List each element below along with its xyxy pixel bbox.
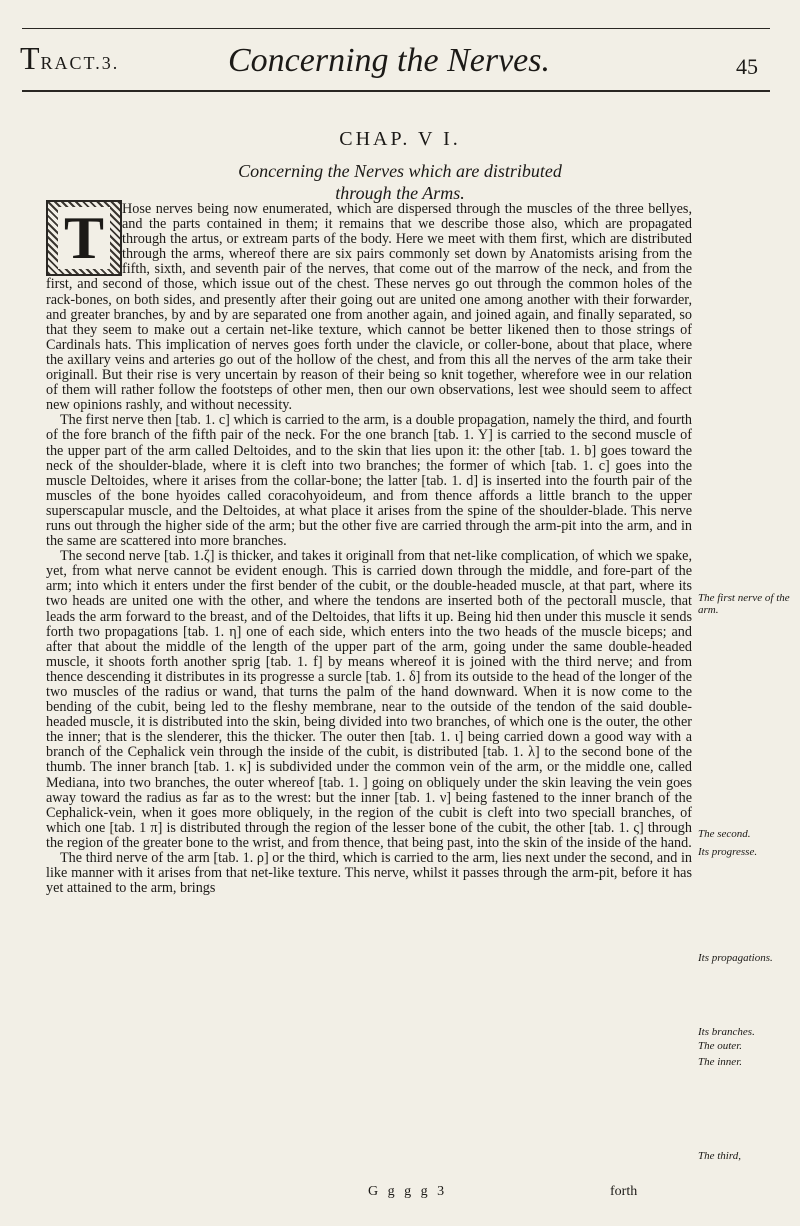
paragraph-third-nerve: The third nerve of the arm [tab. 1. ρ] or the third, which is carried to the arm, lies next under the second, and in like manner with it arises from that net-like texture. This nerve, whilst it passes through the arm-pit, before it has yet attained to the arm, brings <box>46 850 692 897</box>
running-head-tract <box>20 40 119 77</box>
margin-note-branches: Its branches. <box>698 1026 755 1038</box>
header-top-rule <box>22 28 770 29</box>
signature-mark: G g g g 3 <box>368 1184 448 1199</box>
margin-note-first-nerve: The first nerve of the arm. <box>698 592 790 616</box>
paragraph-intro: Hose nerves being now enumerated, which are dispersed through the muscles of the three bellyes, and the parts contained in them; it remains that we describe those also, which are propagated through the artus, or extream parts of the body. Here we meet with them first, which are distributed through the arms, whereof there are six pairs commonly set down by Anatomists arising from the fifth, sixth, and seventh pair of the nerves, that come out of the marrow of the neck, and from the first, and second of those, which issue out of the chest. These nerves go out through the common holes of the rack-bones, on both sides, and presently after their going out are united one among another with their forwarder, and greater branches, by and by are separated one from another again, and joined again, and finally separated, so that they seem to make out a certain net-like texture, which cannot be better likened then to those strings of Cardinals hats. This implication of nerves goes forth under the clavicle, or coller-bone, about that place, where the axillary veins and arteries go out of the hollow of the chest, and from this all the nerves of the arm take their originall. But their rise is very uncertain by reason of their being so knit together, wherefore wee in our relation of them will rather follow the footsteps of other men, then our own observations, lest wee should seem to affect new opinions rashly, and without necessity. <box>46 201 692 414</box>
body-text <box>46 202 692 896</box>
chapter-subtitle <box>0 160 800 204</box>
tract-initial: T <box>20 40 41 76</box>
header-bottom-rule <box>22 90 770 92</box>
paragraph-first-nerve: The first nerve then [tab. 1. c] which is carried to the arm, is a double propagation, namely the third, and fourth of the fore branch of the fifth pair of the neck. For the one branch [tab. 1. Y] is carried to the second muscle of the upper part of the arm called Deltoides, and to the skin that lies upon it: the other [tab. 1. b] goes toward the neck of the shoulder-blade, where it is cleft into two branches; the former of which [tab. 1. c] goes into the muscle Deltoides, where it arises from the collar-bone; the latter [tab. 1. d] is inserted into the fourth pair of the muscles of the bone hyoides called coracohyoideum, and from thence affords a little branch to the upper superscapular muscle, and the Deltoides, at what place it arises from the spine of the shoulder-blade. This nerve runs out through the higher side of the arm; but the other five are carried through the arm-pit into the arm, and in the same are scattered into more branches. <box>46 412 692 550</box>
subtitle-line-2: through the Arms. <box>335 183 465 203</box>
paragraph-second-nerve: The second nerve [tab. 1.ζ] is thicker, and takes it originall from that net-like complication, of which we spake, yet, from what nerve cannot be evident enough. This is carried down through the middle, and fore-part of the arm; into which it enters under the first bender of the cubit, or the double-headed muscle, at that part, where its two heads are united one with the other, and where the tendons are inserted both of the pectorall muscle, that leads the arm forward to the breast, and of the Deltoides, that lifts it up. Being hid then under this muscle it sends forth two propagations [tab. 1. η] one of each side, which enters into the two heads of the muscle biceps; and after that about the middle of the length of the upper part of the arm, going under the same double-headed muscle, it shoots forth another sprig [tab. 1. f] by means whereof it is joined with the third nerve; and from thence descending it distributes in its progresse a surcle [tab. 1. δ] from its outside to the head of the longer of the two muscles of the radius or wand, that turns the palm of the hand downward. When it is now come to the bending of the cubit, being led to the fleshy membrane, near to the outside of the tendon of the said double-headed muscle, it is distributed into the skin, being divided into two branches, of which one is the outer, the other the inner; that is the slenderer, this the thicker. The outer then [tab. 1. ι] being carried down a good way with a branch of the Cephalick vein through the inside of the cubit, is distributed [tab. 1. λ] to the second bone of the thumb. The inner branch [tab. 1. κ] is subdivided under the common vein of the arm, or the middle one, called Mediana, into two branches, the outer whereof [tab. 1. ] going on obliquely under the skin leaving the vein goes away toward the radius as far as to the wrest: but the inner [tab. 1. ν] being fastened to the inner branch of the Cephalick-vein, when it goes more obliquely, in the region of the cubit is cleft into two speciall branches, of which one [tab. 1 π] is distributed through the region of the lesser bone of the cubit, the other [tab. 1. ς] through the region of the greater bone to the wrist, and from thence, that being past, into the skin of the inside of the hand. <box>46 548 692 851</box>
chapter-heading: CHAP. V I. <box>339 128 461 150</box>
margin-note-inner: The inner. <box>698 1056 742 1068</box>
margin-note-outer: The outer. <box>698 1040 742 1052</box>
drop-cap-spacer <box>46 202 122 276</box>
drop-cap-letter: T <box>58 207 110 269</box>
catchword: forth <box>610 1184 638 1199</box>
margin-note-second: The second. <box>698 828 751 840</box>
margin-note-progresse: Its progresse. <box>698 846 758 858</box>
tract-rest: RACT.3. <box>40 53 120 73</box>
page-number: 45 <box>736 54 758 79</box>
running-head-title: Concerning the Nerves. <box>228 42 550 79</box>
margin-note-propagations: Its propagations. <box>698 952 773 964</box>
margin-note-third: The third, <box>698 1150 741 1162</box>
subtitle-line-1: Concerning the Nerves which are distributed <box>238 161 562 181</box>
